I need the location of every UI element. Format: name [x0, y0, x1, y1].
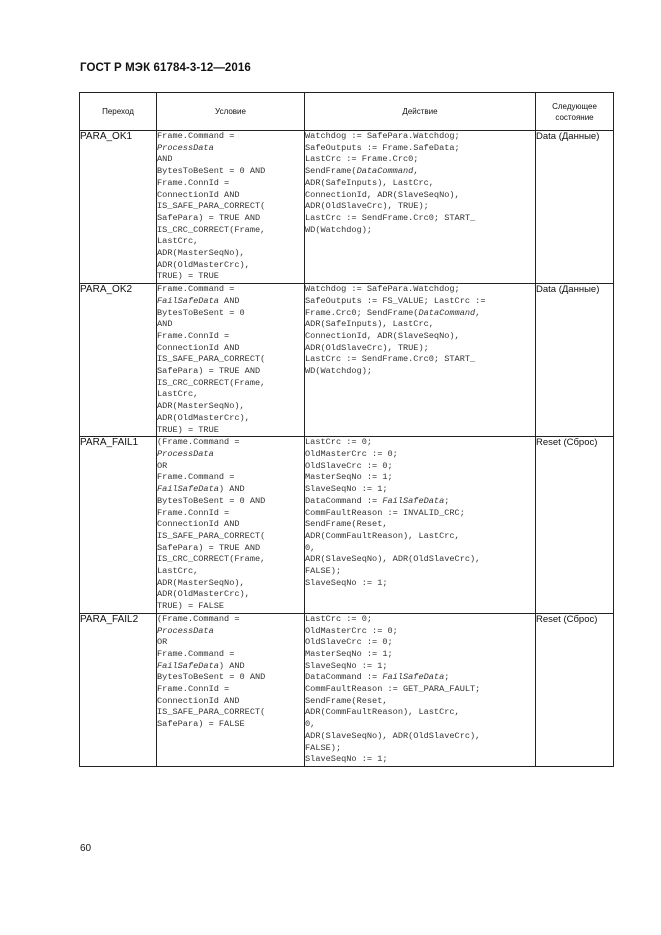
code-text: IS_SAFE_PARA_CORRECT(	[157, 201, 266, 212]
code-line	[157, 213, 304, 225]
code-line	[157, 601, 304, 613]
code-text: BytesToBeSent = 0 AND	[157, 495, 266, 506]
code-line	[157, 637, 304, 649]
code-text: FALSE);	[305, 566, 342, 577]
code-text: WD(Watchdog);	[305, 366, 373, 377]
code-text: SlaveSeqNo := 1;	[305, 754, 388, 765]
code-text: Frame.Crc0; SendFrame(	[305, 307, 419, 318]
code-identifier: FailSafeData	[157, 295, 219, 306]
document-header: ГОСТ Р МЭК 61784-3-12—2016	[80, 62, 251, 74]
code-line	[157, 684, 304, 696]
code-text: SafePara) = TRUE AND	[157, 366, 261, 377]
code-text: OldSlaveCrc := 0;	[305, 637, 393, 648]
code-text: ADR(OldMasterCrc),	[157, 589, 250, 600]
code-text: LastCrc := SendFrame.Crc0; START_	[305, 212, 476, 223]
code-line	[157, 131, 304, 143]
code-text: ADR(MasterSeqNo),	[157, 248, 245, 259]
code-line	[305, 649, 535, 661]
code-line	[305, 154, 535, 166]
code-text: 0,	[305, 542, 316, 553]
next-state-header-line2: состояние	[555, 112, 594, 122]
code-text: Watchdog := SafePara.Watchdog;	[305, 131, 460, 141]
code-text: TRUE) = TRUE	[157, 271, 219, 282]
code-line	[305, 166, 535, 178]
code-line	[157, 566, 304, 578]
code-text: TRUE) = FALSE	[157, 601, 225, 612]
code-line	[157, 154, 304, 166]
code-text: IS_CRC_CORRECT(Frame,	[157, 377, 266, 388]
code-line	[157, 331, 304, 343]
code-text: DataCommand :=	[305, 672, 383, 683]
code-line	[157, 719, 304, 731]
code-line	[305, 354, 535, 366]
code-line	[157, 649, 304, 661]
code-line	[157, 413, 304, 425]
code-text: ADR(OldSlaveCrc), TRUE);	[305, 342, 429, 353]
action-cell	[305, 131, 536, 284]
next-state: Reset (Сброс)	[536, 437, 614, 614]
code-text: ConnectionId, ADR(SlaveSeqNo),	[305, 189, 460, 200]
code-line	[157, 178, 304, 190]
code-line	[305, 225, 535, 237]
code-text: ,	[475, 307, 481, 318]
code-text: SlaveSeqNo := 1;	[305, 577, 388, 588]
code-line	[305, 614, 535, 626]
code-line	[305, 201, 535, 213]
action-cell	[305, 437, 536, 614]
code-line	[157, 707, 304, 719]
code-identifier: FailSafeData	[382, 672, 445, 683]
code-line	[305, 743, 535, 755]
code-line	[305, 684, 535, 696]
code-text: (Frame.Command =	[157, 613, 240, 624]
code-text: ;	[444, 672, 450, 683]
code-identifier: FailSafeData	[157, 660, 219, 671]
code-line	[157, 343, 304, 355]
code-text: MasterSeqNo := 1;	[305, 472, 393, 483]
code-line	[157, 484, 304, 496]
code-text: SafeOutputs := Frame.SafeData;	[305, 142, 460, 153]
code-text: IS_SAFE_PARA_CORRECT(	[157, 707, 266, 718]
code-text: LastCrc,	[157, 389, 199, 400]
code-line	[305, 626, 535, 638]
code-line	[157, 461, 304, 473]
code-text: ) AND	[218, 660, 245, 671]
code-text: OR	[157, 637, 168, 648]
code-text: ADR(CommFaultReason), LastCrc,	[305, 707, 460, 718]
code-text: LastCrc := 0;	[305, 437, 373, 448]
code-line	[157, 696, 304, 708]
code-line	[157, 661, 304, 673]
code-line	[305, 343, 535, 355]
code-text: ADR(OldMasterCrc),	[157, 259, 250, 270]
next-state-header-line1: Следующее	[552, 101, 597, 111]
code-text: SendFrame(Reset,	[305, 519, 388, 530]
table-row	[80, 437, 614, 614]
code-text: LastCrc,	[157, 236, 199, 247]
code-text: Frame.Command =	[157, 284, 235, 295]
condition-cell	[157, 613, 305, 766]
code-line	[305, 578, 535, 590]
code-line	[157, 366, 304, 378]
code-text: Frame.ConnId =	[157, 507, 230, 518]
code-text: AND	[157, 319, 173, 330]
code-identifier: ProcessData	[157, 448, 214, 459]
code-line	[305, 661, 535, 673]
page-number: 60	[80, 843, 92, 854]
table-row	[80, 613, 614, 766]
code-line	[305, 508, 535, 520]
code-line	[157, 248, 304, 260]
column-header-transition: Переход	[80, 93, 157, 131]
code-line	[305, 331, 535, 343]
code-text: LastCrc := SendFrame.Crc0; START_	[305, 354, 476, 365]
code-text: SlaveSeqNo := 1;	[305, 484, 388, 495]
code-line	[305, 543, 535, 555]
code-line	[157, 531, 304, 543]
table-row	[80, 284, 614, 437]
table-header-row	[80, 93, 614, 131]
table-body	[80, 131, 614, 767]
code-line	[157, 354, 304, 366]
code-text: SafePara) = TRUE AND	[157, 212, 261, 223]
code-text: ADR(MasterSeqNo),	[157, 577, 245, 588]
code-text: ConnectionId AND	[157, 342, 240, 353]
code-text: LastCrc := 0;	[305, 613, 373, 624]
code-line	[157, 589, 304, 601]
next-state: Data (Данные)	[536, 131, 614, 284]
code-text: ADR(OldMasterCrc),	[157, 412, 250, 423]
code-text: Frame.Command =	[157, 472, 235, 483]
code-text: Frame.Command =	[157, 131, 235, 141]
condition-cell	[157, 284, 305, 437]
code-line	[305, 308, 535, 320]
code-identifier: FailSafeData	[157, 484, 219, 495]
code-line	[305, 731, 535, 743]
code-line	[305, 213, 535, 225]
code-text: IS_SAFE_PARA_CORRECT(	[157, 530, 266, 541]
code-text: ADR(CommFaultReason), LastCrc,	[305, 530, 460, 541]
code-line	[157, 578, 304, 590]
code-text: OR	[157, 460, 168, 471]
code-line	[157, 401, 304, 413]
column-header-action: Действие	[305, 93, 536, 131]
code-line	[305, 472, 535, 484]
code-text: Frame.ConnId =	[157, 684, 230, 695]
code-text: SafeOutputs := FS_VALUE; LastCrc :=	[305, 295, 486, 306]
code-line	[157, 271, 304, 283]
code-text: ,	[413, 166, 419, 177]
code-line	[157, 308, 304, 320]
code-text: SafePara) = FALSE	[157, 719, 245, 730]
code-text: DataCommand :=	[305, 495, 383, 506]
code-identifier: ProcessData	[157, 625, 214, 636]
code-text: OldMasterCrc := 0;	[305, 448, 398, 459]
code-line	[157, 519, 304, 531]
code-line	[305, 672, 535, 684]
code-line	[157, 296, 304, 308]
action-cell	[305, 613, 536, 766]
code-line	[157, 143, 304, 155]
code-line	[157, 672, 304, 684]
code-line	[157, 389, 304, 401]
code-line	[305, 519, 535, 531]
code-line	[305, 190, 535, 202]
code-line	[157, 166, 304, 178]
code-text: Frame.ConnId =	[157, 330, 230, 341]
code-text: TRUE) = TRUE	[157, 424, 219, 435]
code-line	[157, 508, 304, 520]
code-line	[157, 225, 304, 237]
code-line	[305, 461, 535, 473]
transition-name: PARA_FAIL2	[80, 613, 157, 766]
code-text: BytesToBeSent = 0 AND	[157, 166, 266, 177]
code-line	[157, 554, 304, 566]
code-line	[157, 614, 304, 626]
code-text: ADR(SafeInputs), LastCrc,	[305, 319, 434, 330]
next-state: Reset (Сброс)	[536, 613, 614, 766]
code-line	[305, 637, 535, 649]
code-text: SafePara) = TRUE AND	[157, 542, 261, 553]
code-text: ConnectionId AND	[157, 189, 240, 200]
code-line	[305, 178, 535, 190]
condition-cell	[157, 437, 305, 614]
next-state: Data (Данные)	[536, 284, 614, 437]
code-text: IS_CRC_CORRECT(Frame,	[157, 554, 266, 565]
code-line	[157, 319, 304, 331]
code-text: Frame.ConnId =	[157, 177, 230, 188]
code-line	[305, 143, 535, 155]
code-identifier: DataCommand	[356, 166, 414, 177]
code-text: ADR(OldSlaveCrc), TRUE);	[305, 201, 429, 212]
code-text: LastCrc,	[157, 566, 199, 577]
code-line	[305, 319, 535, 331]
code-line	[305, 531, 535, 543]
code-text: SlaveSeqNo := 1;	[305, 660, 388, 671]
table-row	[80, 131, 614, 284]
code-line	[305, 437, 535, 449]
condition-cell	[157, 131, 305, 284]
code-line	[157, 472, 304, 484]
code-line	[305, 496, 535, 508]
code-line	[305, 754, 535, 766]
code-text: IS_CRC_CORRECT(Frame,	[157, 224, 266, 235]
column-header-condition: Условие	[157, 93, 305, 131]
code-text: ADR(SafeInputs), LastCrc,	[305, 177, 434, 188]
code-text: OldSlaveCrc := 0;	[305, 460, 393, 471]
code-identifier: FailSafeData	[382, 495, 445, 506]
code-text: WD(Watchdog);	[305, 224, 373, 235]
code-text: ;	[444, 495, 450, 506]
code-text: AND	[218, 295, 240, 306]
code-text: LastCrc := Frame.Crc0;	[305, 154, 419, 165]
code-text: Frame.Command =	[157, 648, 235, 659]
code-identifier: DataCommand	[418, 307, 476, 318]
code-text: ADR(SlaveSeqNo), ADR(OldSlaveCrc),	[305, 554, 481, 565]
code-line	[157, 284, 304, 296]
code-line	[157, 425, 304, 437]
code-line	[157, 236, 304, 248]
code-line	[305, 366, 535, 378]
code-line	[157, 626, 304, 638]
code-text: ConnectionId AND	[157, 695, 240, 706]
code-text: IS_SAFE_PARA_CORRECT(	[157, 354, 266, 365]
code-line	[305, 449, 535, 461]
code-line	[305, 131, 535, 143]
code-text: 0,	[305, 719, 316, 730]
transition-name: PARA_FAIL1	[80, 437, 157, 614]
code-line	[157, 496, 304, 508]
code-text: ADR(MasterSeqNo),	[157, 401, 245, 412]
code-text: (Frame.Command =	[157, 437, 240, 448]
code-text: MasterSeqNo := 1;	[305, 648, 393, 659]
code-line	[305, 554, 535, 566]
code-line	[305, 707, 535, 719]
transition-name: PARA_OK1	[80, 131, 157, 284]
code-text: SendFrame(	[305, 166, 357, 177]
code-text: ADR(SlaveSeqNo), ADR(OldSlaveCrc),	[305, 730, 481, 741]
code-identifier: ProcessData	[157, 142, 214, 153]
code-text: Watchdog := SafePara.Watchdog;	[305, 284, 460, 295]
code-line	[157, 543, 304, 555]
code-line	[157, 190, 304, 202]
code-text: BytesToBeSent = 0 AND	[157, 672, 266, 683]
code-text: AND	[157, 154, 173, 165]
code-line	[305, 696, 535, 708]
code-line	[305, 284, 535, 296]
code-text: OldMasterCrc := 0;	[305, 625, 398, 636]
code-line	[157, 378, 304, 390]
code-text: ConnectionId, ADR(SlaveSeqNo),	[305, 330, 460, 341]
code-text: CommFaultReason := INVALID_CRC;	[305, 507, 465, 518]
code-line	[305, 566, 535, 578]
code-text: CommFaultReason := GET_PARA_FAULT;	[305, 684, 481, 695]
code-text: SendFrame(Reset,	[305, 695, 388, 706]
action-cell	[305, 284, 536, 437]
column-header-next-state	[536, 93, 614, 131]
code-line	[305, 484, 535, 496]
code-line	[157, 449, 304, 461]
transition-table	[79, 92, 614, 767]
code-line	[305, 296, 535, 308]
transition-name: PARA_OK2	[80, 284, 157, 437]
code-text: FALSE);	[305, 742, 342, 753]
code-line	[157, 201, 304, 213]
code-line	[305, 719, 535, 731]
code-line	[157, 437, 304, 449]
code-line	[157, 260, 304, 272]
code-text: ) AND	[218, 484, 245, 495]
code-text: BytesToBeSent = 0	[157, 307, 245, 318]
code-text: ConnectionId AND	[157, 519, 240, 530]
